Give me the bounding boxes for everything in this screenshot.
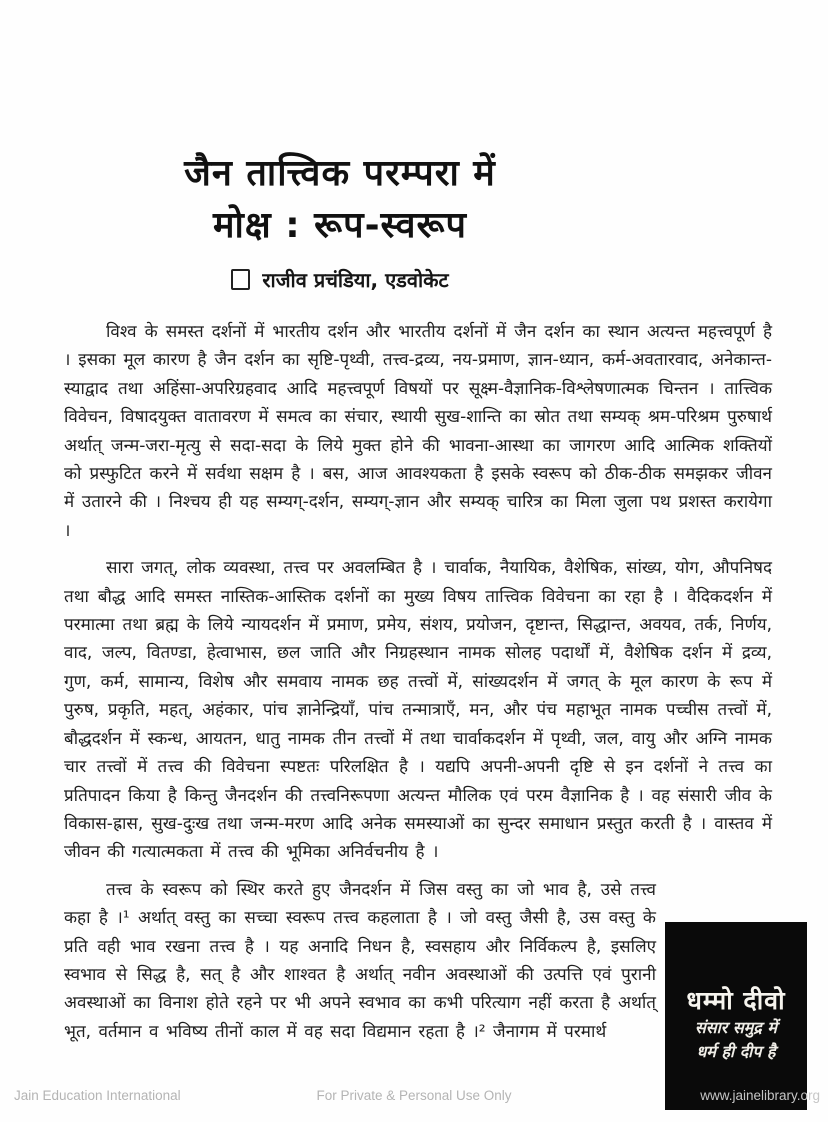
- stamp-box: [665, 922, 807, 1110]
- stamp-title: धम्मो दीवो: [686, 986, 786, 1015]
- square-bullet-icon: [231, 269, 250, 290]
- article-title-line1: जैन तात्त्विक परम्परा में: [184, 153, 496, 194]
- author-name: राजीव प्रचंडिया, एडवोकेट: [262, 268, 449, 293]
- paragraph-1: विश्व के समस्त दर्शनों में भारतीय दर्शन और भारतीय दर्शनों में जैन दर्शन का स्थान अत्यन्त महत्त्वपूर्ण है । इसका मूल कारण है जैन दर्शन का सृष्टि-पृथ्वी, तत्त्व-द्रव्य, नय-प्रमाण, ज्ञान-ध्यान, कर्म-अवतारवाद, अनेकान्त-स्याद्वाद तथा अहिंसा-अपरिग्रहवाद आदि महत्त्वपूर्ण विषयों पर सूक्ष्म-वैज्ञानिक-विश्लेषणात्मक चिन्तन । तात्त्विक विवेचन, विषादयुक्त वातावरण में समत्व का संचार, स्थायी सुख-शान्ति का स्रोत तथा सम्यक् श्रम-परिश्रम पुरुषार्थ अर्थात् जन्म-जरा-मृत्यु से सदा-सदा के लिये मुक्त होने की भावना-आस्था का जागरण आदि आत्मिक शक्तियों को प्रस्फुटित करने में सर्वथा सक्षम है । बस, आज आवश्यकता है इसके स्वरूप को ठीक-ठीक समझकर जीवन में उतारने की । निश्चय ही यह सम्यग्-दर्शन, सम्यग्-ज्ञान और सम्यक् चारित्र का मिला जुला पथ प्रशस्त करायेगा ।: [64, 322, 772, 541]
- article-title-line2: मोक्ष : रूप-स्वरूप: [213, 205, 467, 247]
- paragraph-2: सारा जगत्, लोक व्यवस्था, तत्त्व पर अवलम्बित है । चार्वाक, नैयायिक, वैशेषिक, सांख्य, योग, औपनिषद तथा बौद्ध आदि समस्त नास्तिक-आस्तिक दर्शनों का मुख्य विषय तात्त्विक विवेचना का रहा है । वैदिकदर्शन में परमात्मा तथा ब्रह्म के लिये न्यायदर्शन में प्रमाण, प्रमेय, संशय, प्रयोजन, दृष्टान्त, सिद्धान्त, अवयव, तर्क, निर्णय, वाद, जल्प, वितण्डा, हेत्वाभास, छल जाति और निग्रहस्थान नामक सोलह पदार्थों में, वैशेषिक दर्शन में द्रव्य, गुण, कर्म, सामान्य, विशेष और समवाय नामक छह तत्त्वों में, सांख्यदर्शन में जगत् के मूल कारण के रूप में पुरुष, प्रकृति, महत्, अहंकार, पांच ज्ञानेन्द्रियाँ, पांच तन्मात्राएँ, मन, और पंच महाभूत नामक पच्चीस तत्त्वों में, बौद्धदर्शन में स्कन्ध, आयतन, धातु नामक तीन तत्त्वों में तथा चार्वाकदर्शन में पृथ्वी, जल, वायु और अग्नि नामक चार तत्त्वों में तत्त्व की विवेचना स्पष्टतः परिलक्षित है । यद्यपि अपनी-अपनी दृष्टि से इन दर्शनों ने तत्त्व का प्रतिपादन किया है किन्तु जैनदर्शन की तत्त्वनिरूपणा अत्यन्त मौलिक एवं परम वैज्ञानिक है । वह संसारी जीव के विकास-ह्रास, सुख-दुःख तथा जन्म-मरण आदि अनेक समस्याओं का सुन्दर समाधान प्रस्तुत करती है । वास्तव में जीवन की गत्यात्मकता में तत्त्व की भूमिका अनिर्वचनीय है ।: [64, 558, 772, 863]
- stamp-line3: धर्म ही दीप है: [696, 1042, 776, 1061]
- footer-center-text: For Private & Personal Use Only: [316, 1088, 512, 1103]
- author-line: [60, 266, 620, 293]
- paragraph-3: तत्त्व के स्वरूप को स्थिर करते हुए जैनदर्शन में जिस वस्तु का जो भाव है, उसे तत्त्व कहा है ।¹ अर्थात् वस्तु का सच्चा स्वरूप तत्त्व कहलाता है । जो वस्तु जैसी है, उस वस्तु के प्रति वही भाव रखना तत्त्व है । यह अनादि निधन है, स्वसहाय और निर्विकल्प है, इसलिए स्वभाव से सिद्ध है, सत् है और शाश्वत है अर्थात् नवीन अवस्थाओं की उत्पत्ति एवं पुरानी अवस्थाओं का विनाश होते रहने पर भी अपने स्वभाव का कभी परित्याग नहीं करता है अर्थात् भूत, वर्तमान व भविष्य तीनों काल में वह सदा विद्यमान रहता है ।² जैनागम में परमार्थ: [64, 879, 656, 1042]
- footer-right-url: www.jainelibrary.org: [700, 1088, 820, 1103]
- page-footer: [0, 1084, 828, 1108]
- title-block: [60, 148, 620, 293]
- footer-left-text: Jain Education International: [14, 1088, 181, 1103]
- stamp-line2: संसार समुद्र में: [695, 1018, 777, 1037]
